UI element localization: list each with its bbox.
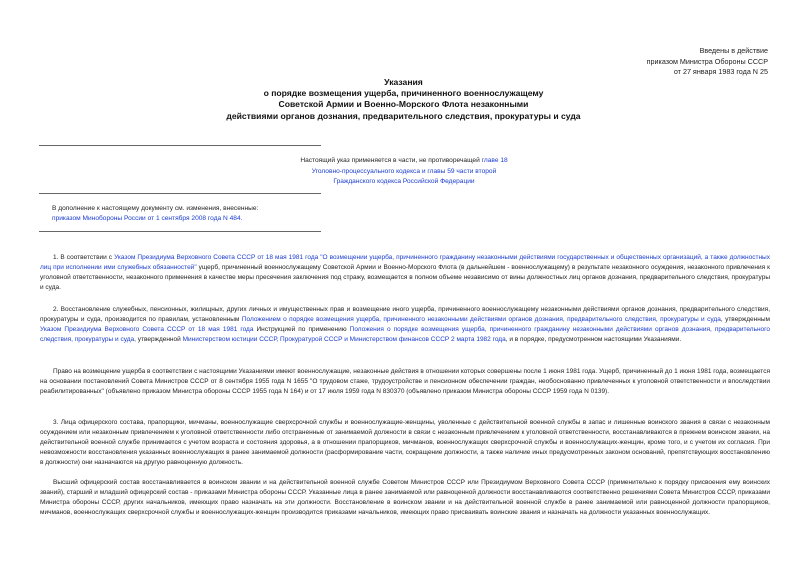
divider-middle <box>39 193 321 194</box>
document-title <box>150 77 657 122</box>
p4-text: 3. Лица офицерского состава, прапорщики, мичманы, военнослужащие сверхсрочной службы и военнослужащие-женщины, уволенные с действительной военной службы в запас и лишенные воинского звания в связи с незаконным осуждением или незаконным привлечением к уголовной ответственности либо отстраненные от занимаемой должности в связи с незаконным привлечением к уголовной ответственности, восстанавливаются в прежнем воинском звании, на действительной военной службе принимается с учетом возраста и состояния здоровья, а в отношении прапорщиков, мичманов, военнослужащих сверхсрочной службы и военнослужащих-женщин, кроме того, и с учетом их согласия. При невозможности восстановления указанных военнослужащих в ранее занимаемой должности (расформирование части, сокращение должности, а также наличие иных предусмотренных законом оснований, препятствующих восстановлению в должности) они назначаются на другую равноценную должность. <box>40 419 770 467</box>
divider-top <box>39 145 321 146</box>
title-line-1: Указания <box>384 77 423 87</box>
amendments-note <box>52 204 332 225</box>
p1-lead: 1. В соответствии с <box>53 254 115 261</box>
p2-lead: 2. Восстановление служебных, пенсионных, жилищных, других личных и имущественных прав и возмещение иного ущерба, причиненного военнослужащему незаконными действиями органов дознания, предварительного следствия, прокуратуры и суда, производится по правилам, установленным <box>40 306 770 324</box>
p5-text: Высший офицерский состав восстанавливается в воинском звании и на действительной военной службе Советом Министров СССР или Президиумом Верховного Совета СССР (применительно к порядку присвоения ему воинских званий), старший и младший офицерский состав - приказами Министра обороны СССР. Указанные лица в ранее занимаемой или равноценной должности восстанавливаются соответственно решениями Совета Министров СССР, приказами Министра обороны СССР, других начальников, имеющих право назначать на эти должности. Восстановление в воинском звании и на действительной военной службе в ранее занимаемой или равноценной должности прапорщиков, мичманов, военнослужащих сверхсрочной службы и военнослужащих-женщин производится приказами начальников, имеющих право присваивать воинские звания и назначать на должности указанных военнослужащих. <box>40 479 771 517</box>
applicability-link-2[interactable]: Уголовно-процессуального кодекса и главы 59 части второй <box>311 167 497 175</box>
p2-mid-1: , утвержденным <box>720 316 770 324</box>
p2-ministry-link[interactable]: Министерством юстиции СССР, Прокуратурой СССР и Министерством финансов СССР 2 марта 1982 года <box>182 336 506 344</box>
paragraph-1 <box>40 253 770 293</box>
applicability-link-1[interactable]: главе 18 <box>481 157 508 164</box>
p2-mid-2: Инструкцией по применению <box>253 326 350 334</box>
enactment-line-2: приказом Министра Обороны СССР <box>646 56 768 66</box>
p2-regulation-link[interactable]: Положением о порядке возмещения ущерба, причиненного незаконными действиями органов дознания, предварительного следствия, прокуратуры и суда <box>241 316 721 324</box>
p3-text: Право на возмещение ущерба в соответствии с настоящими Указаниями имеют военнослужащие, незаконные действия в отношении которых совершены после 1 июня 1981 года. Ущерб, причиненный до 1 июня 1981 года, возмещается на основании постановлений Совета Министров СССР от 8 сентября 1955 года N 1655 "О трудовом стаже, трудоустройстве и пенсионном обеспечении граждан, необоснованно привлеченных к уголовной ответственности и впоследствии реабилитированных" (объявлено приказом Министра обороны СССР 1955 года N 164) и от 17 июля 1959 года N 830370 (объявлено приказом Министра обороны СССР 1959 года N 0139). <box>40 368 770 396</box>
p1-tail: ущерб, причиненный военнослужащему Советской Армии и Военно-Морского Флота (в дальнейшем - военнослужащему) в результате незаконного осуждения, незаконного привлечения к уголовной ответственности, незаконного применения в качестве меры пресечения заключения под стражу, возмещается в полном объеме независимо от вины должностных лиц органов дознания, предварительного следствия, прокуратуры и суда. <box>40 264 770 292</box>
enactment-line-3: от 27 января 1983 года N 25 <box>673 67 768 77</box>
applicability-link-3[interactable]: Гражданского кодекса Российской Федерации <box>333 178 475 186</box>
p2-mid-3: , утвержденной <box>134 336 183 344</box>
applicability-note <box>240 156 568 188</box>
title-line-4: действиями органов дознания, предварительного следствия, прокуратуры и суда <box>226 110 581 121</box>
title-line-3: Советской Армии и Военно-Морского Флота незаконными <box>278 99 529 110</box>
paragraph-2 <box>40 305 770 345</box>
amendments-link[interactable]: приказом Минобороны России от 1 сентября 2008 года N 484. <box>52 215 243 223</box>
p1-decree-link[interactable]: Указом Президиума Верховного Совета СССР от 18 мая 1981 года "О возмещении ущерба, причиненного гражданину незаконными действиями государственных и общественных организаций, а также должностных лиц при исполнении ими служебных обязанностей" <box>40 254 770 272</box>
p2-instruction-link[interactable]: Положения о порядке возмещения ущерба, причиненного гражданину незаконными действиями органов дознания, предварительного следствия, прокуратуры и суда <box>40 326 771 344</box>
paragraph-4 <box>40 418 770 468</box>
paragraph-3 <box>40 367 770 397</box>
enactment-line-1: Введены в действие <box>699 46 768 55</box>
enactment-note <box>647 46 768 78</box>
divider-bottom <box>39 231 321 232</box>
p2-decree-link[interactable]: Указом Президиума Верховного Совета СССР от 18 мая 1981 года <box>40 326 254 334</box>
title-line-2: о порядке возмещения ущерба, причиненного военнослужащему <box>263 88 544 99</box>
amendments-text: В дополнение к настоящему документу см. изменения, внесенные: <box>52 205 259 212</box>
applicability-text: Настоящий указ применяется в части, не противоречащей <box>300 157 480 164</box>
paragraph-5 <box>40 478 770 518</box>
p2-tail: , и в порядке, предусмотренном настоящими Указаниями. <box>505 336 682 344</box>
